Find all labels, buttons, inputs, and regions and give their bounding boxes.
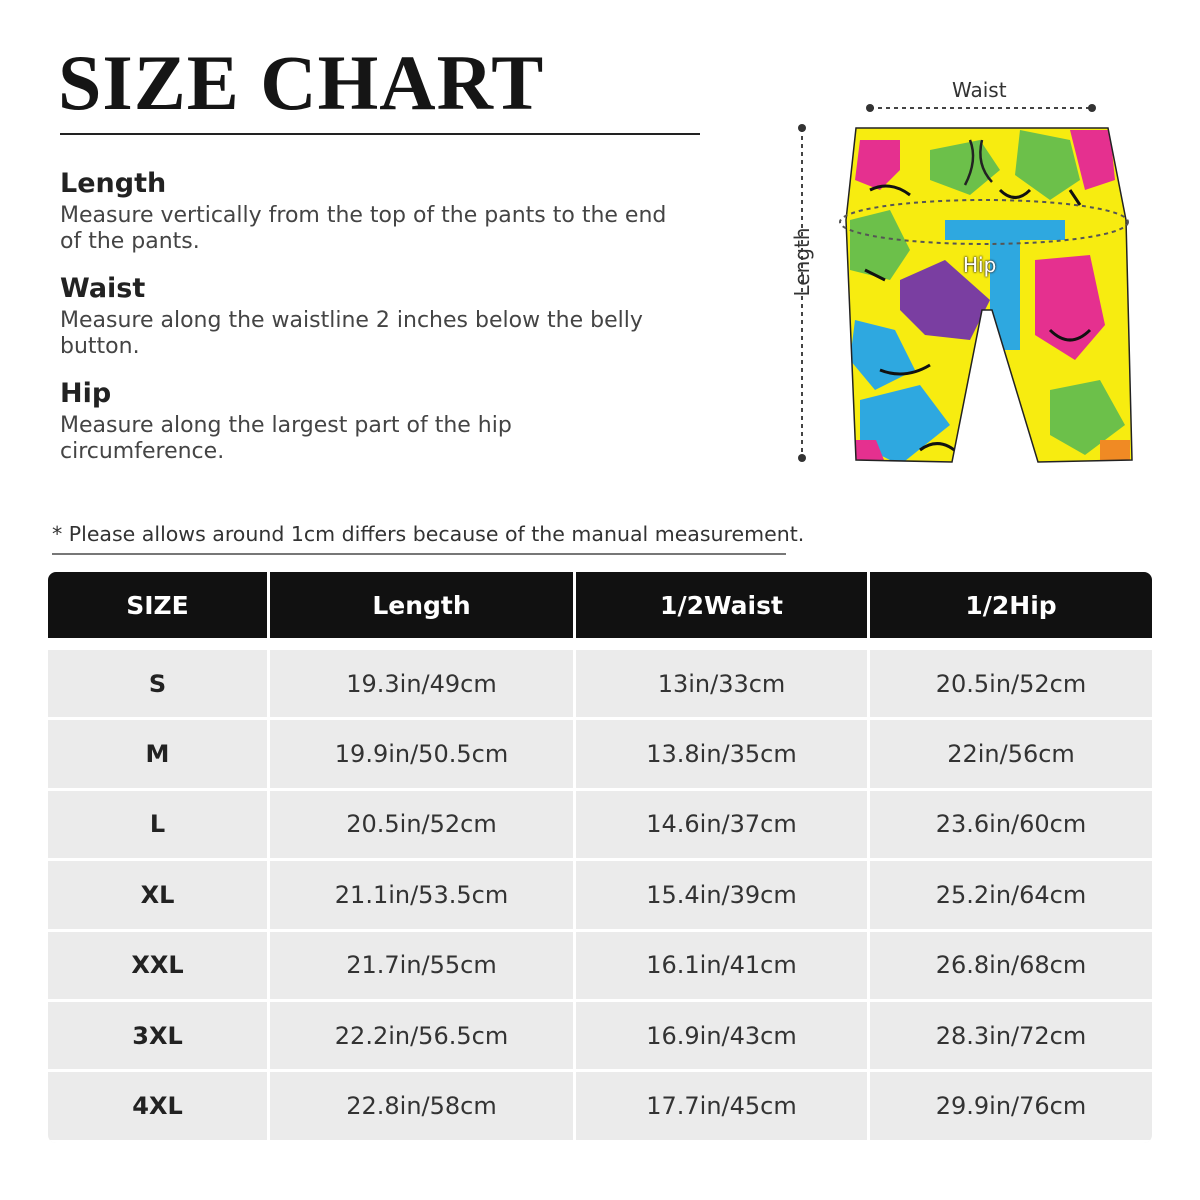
table-row [48, 720, 1152, 790]
waist-cell: 16.1in/41cm [576, 932, 870, 1002]
hip-label: Hip [963, 253, 997, 277]
waist-cell: 16.9in/43cm [576, 1002, 870, 1072]
size-cell: 3XL [48, 1002, 270, 1072]
waist-cell: 17.7in/45cm [576, 1072, 870, 1142]
length-end-dot-bottom [798, 454, 806, 462]
hip-cell: 23.6in/60cm [870, 791, 1152, 861]
waist-description: Measure along the waistline 2 inches below the belly button. [60, 308, 643, 359]
hip-cell: 22in/56cm [870, 720, 1152, 790]
title-divider [60, 133, 700, 135]
hip-cell: 25.2in/64cm [870, 861, 1152, 931]
length-cell: 19.9in/50.5cm [270, 720, 576, 790]
hip-description: Measure along the largest part of the hip circumference. [60, 413, 512, 464]
length-heading: Length [60, 168, 167, 199]
waist-cell: 13.8in/35cm [576, 720, 870, 790]
waist-cell: 13in/33cm [576, 650, 870, 720]
waist-end-dot-left [866, 104, 874, 112]
table-header-row [48, 572, 1152, 638]
hip-cell: 29.9in/76cm [870, 1072, 1152, 1142]
shorts-pattern [840, 120, 1140, 470]
length-description: Measure vertically from the top of the pants to the end of the pants. [60, 203, 667, 254]
header-length: Length [270, 572, 576, 638]
note-divider [52, 553, 786, 555]
size-cell: M [48, 720, 270, 790]
waist-heading: Waist [60, 273, 146, 304]
measurement-note: * Please allows around 1cm differs because of the manual measurement. [52, 522, 805, 546]
length-cell: 20.5in/52cm [270, 791, 576, 861]
measurement-definitions [60, 168, 680, 483]
size-cell: XXL [48, 932, 270, 1002]
waist-cell: 14.6in/37cm [576, 791, 870, 861]
length-end-dot-top [798, 124, 806, 132]
header-half-hip: 1/2Hip [870, 572, 1152, 638]
size-cell: XL [48, 861, 270, 931]
hip-heading: Hip [60, 378, 112, 409]
waist-label: Waist [952, 78, 1007, 102]
shorts-diagram [770, 70, 1150, 490]
waist-end-dot-right [1088, 104, 1096, 112]
waist-cell: 15.4in/39cm [576, 861, 870, 931]
header-half-waist: 1/2Waist [576, 572, 870, 638]
length-cell: 21.1in/53.5cm [270, 861, 576, 931]
table-row [48, 1002, 1152, 1072]
length-cell: 21.7in/55cm [270, 932, 576, 1002]
table-row [48, 650, 1152, 720]
table-row [48, 932, 1152, 1002]
size-cell: L [48, 791, 270, 861]
header-size: SIZE [48, 572, 270, 638]
hip-cell: 20.5in/52cm [870, 650, 1152, 720]
page-title: SIZE CHART [58, 39, 545, 126]
size-cell: S [48, 650, 270, 720]
length-label: Length [790, 227, 814, 297]
size-table [48, 572, 1152, 1143]
table-row [48, 1072, 1152, 1142]
shorts-illustration [770, 70, 1150, 490]
length-cell: 19.3in/49cm [270, 650, 576, 720]
table-row [48, 791, 1152, 861]
hip-cell: 26.8in/68cm [870, 932, 1152, 1002]
length-cell: 22.2in/56.5cm [270, 1002, 576, 1072]
table-body [48, 650, 1152, 1143]
hip-cell: 28.3in/72cm [870, 1002, 1152, 1072]
size-cell: 4XL [48, 1072, 270, 1142]
table-row [48, 861, 1152, 931]
length-cell: 22.8in/58cm [270, 1072, 576, 1142]
